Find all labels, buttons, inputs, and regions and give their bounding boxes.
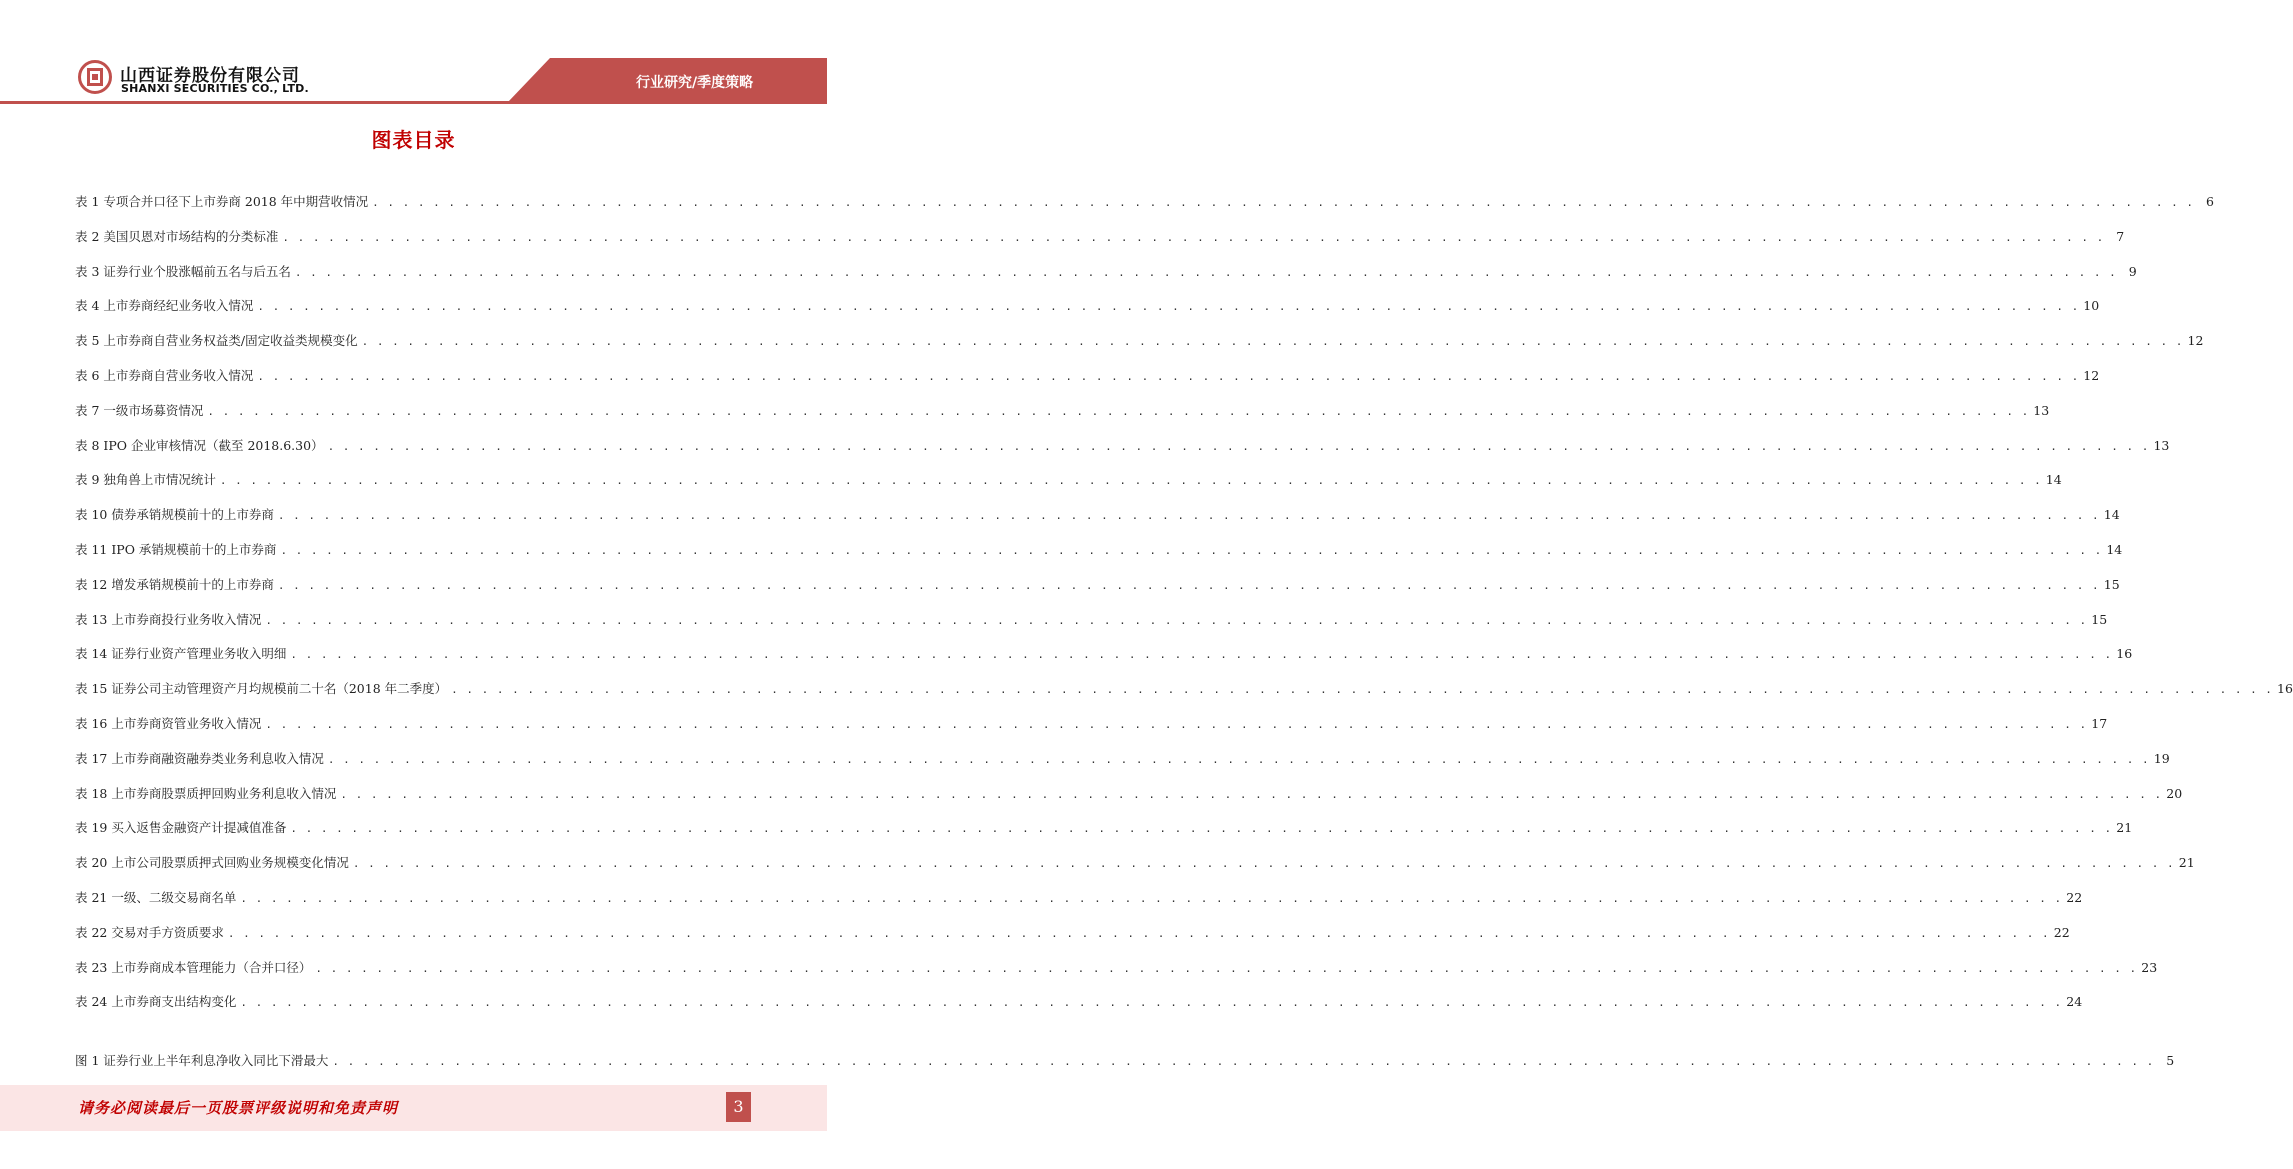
- toc-entry[interactable]: [75, 366, 2100, 386]
- toc-entry[interactable]: [75, 923, 2070, 943]
- toc-entry[interactable]: [75, 436, 2170, 456]
- toc-dot-leader: . . . . . . . . . . . . . . . . . . . . . . . . . . . . . . . . . . . . . . . . . . . . . . . . . . . . . . . . . . . . . . . . . . . . . . . . . . . . . . . . . . . . . . . . . . . . . . . . . . . . . . . . . . . . . . . . . . . . . . . .: [290, 822, 2113, 836]
- toc-entry-page: 24: [2066, 994, 2083, 1010]
- toc-entry[interactable]: [75, 262, 2137, 282]
- toc-entry-title: 表 19 买入返售金融资产计提减值准备: [75, 820, 287, 836]
- page-title: 图表目录: [371, 128, 456, 152]
- page-header: [0, 0, 827, 110]
- section-label: 行业研究/季度策略: [636, 75, 754, 91]
- toc-dot-leader: . . . . . . . . . . . . . . . . . . . . . . . . . . . . . . . . . . . . . . . . . . . . . . . . . . . . . . . . . . . . . . . . . . . . . . . . . . . . . . . . . . . . . . . . . . . . . . . . . . . . . . . . . . . . . . . . . . . . . . . .: [451, 683, 2273, 697]
- toc-dot-leader: . . . . . . . . . . . . . . . . . . . . . . . . . . . . . . . . . . . . . . . . . . . . . . . . . . . . . . . . . . . . . . . . . . . . . . . . . . . . . . . . . . . . . . . . . . . . . . . . . . . . . . . . . . . . . . . . . . . . . . . .: [240, 996, 2063, 1010]
- toc-entry-page: 6: [2206, 194, 2214, 209]
- toc-dot-leader: . . . . . . . . . . . . . . . . . . . . . . . . . . . . . . . . . . . . . . . . . . . . . . . . . . . . . . . . . . . . . . . . . . . . . . . . . . . . . . . . . . . . . . . . . . . . . . . . . . . . . . . . . . . . . . . . . . . . . . . .: [277, 578, 2100, 592]
- toc-entry[interactable]: [75, 575, 2120, 595]
- toc-entry[interactable]: [75, 644, 2133, 664]
- toc-entry-title: 表 22 交易对手方资质要求: [75, 924, 224, 940]
- toc-entry-title: 表 24 上市券商支出结构变化: [75, 994, 237, 1010]
- toc-entry-title: 表 12 增发承销规模前十的上市券商: [75, 576, 274, 592]
- disclaimer-text: 请务必阅读最后一页股票评级说明和免责声明: [78, 1099, 399, 1117]
- toc-entry-page: 10: [2083, 298, 2100, 314]
- toc-dot-leader: . . . . . . . . . . . . . . . . . . . . . . . . . . . . . . . . . . . . . . . . . . . . . . . . . . . . . . . . . . . . . . . . . . . . . . . . . . . . . . . . . . . . . . . . . . . . . . . . . . . . . . . . . . . . . . . . . . . . . . . .: [315, 961, 2138, 975]
- toc-dot-leader: . . . . . . . . . . . . . . . . . . . . . . . . . . . . . . . . . . . . . . . . . . . . . . . . . . . . . . . . . . . . . . . . . . . . . . . . . . . . . . . . . . . . . . . . . . . . . . . . . . . . . . . . . . . . . . . . . . . . . . . .: [265, 718, 2088, 731]
- toc-entry-page: 7: [2116, 228, 2125, 244]
- toc-entry-page: 13: [2033, 402, 2050, 418]
- toc-entry[interactable]: [75, 505, 2120, 525]
- toc-entry-page: 16: [2277, 681, 2293, 697]
- toc-entry-page: 14: [2045, 472, 2062, 488]
- toc-entry-page: 9: [2128, 263, 2137, 279]
- toc-entry-title: 表 2 美国贝恩对市场结构的分类标准: [75, 228, 279, 244]
- toc-entry-title: 表 8 IPO 企业审核情况（截至 2018.6.30）: [75, 437, 324, 453]
- toc-entry-title: 表 5 上市券商自营业务权益类/固定收益类规模变化: [75, 333, 358, 349]
- toc-entry-title: 表 7 一级市场募资情况: [75, 402, 204, 418]
- company-logo-icon: [78, 60, 112, 94]
- toc-dot-leader: . . . . . . . . . . . . . . . . . . . . . . . . . . . . . . . . . . . . . . . . . . . . . . . . . . . . . . . . . . . . . . . . . . . . . . . . . . . . . . . . . . . . . . . . . . . . . . . . . . . . . . . . . . . . . . . . . . . . . . . .: [290, 648, 2113, 662]
- toc-dot-leader: . . . . . . . . . . . . . . . . . . . . . . . . . . . . . . . . . . . . . . . . . . . . . . . . . . . . . . . . . . . . . . . . . . . . . . . . . . . . . . . . . . . . . . . . . . . . . . . . . . . . . . . . . . . . . . . . . . . . . . . .: [294, 265, 2117, 279]
- toc-dot-leader: . . . . . . . . . . . . . . . . . . . . . . . . . . . . . . . . . . . . . . . . . . . . . . . . . . . . . . . . . . . . . . . . . . . . . . . . . . . . . . . . . . . . . . . . . . . . . . . . . . . . . . . . . . . . . . . . . . . . . . . .: [257, 370, 2080, 383]
- company-name-en: SHANXI SECURITIES CO., LTD.: [121, 82, 309, 95]
- toc-entry-page: 21: [2178, 855, 2195, 871]
- toc-entry[interactable]: [75, 888, 2083, 908]
- toc-entry-page: 15: [2091, 611, 2108, 627]
- toc-entry-page: 14: [2106, 542, 2123, 557]
- toc-dot-leader: . . . . . . . . . . . . . . . . . . . . . . . . . . . . . . . . . . . . . . . . . . . . . . . . . . . . . . . . . . . . . . . . . . . . . . . . . . . . . . . . . . . . . . . . . . . . . . . . . . . . . . . . . . . . . . . . . . . . . . . .: [280, 544, 2103, 557]
- toc-entry[interactable]: [75, 853, 2195, 873]
- toc-entry-page: 5: [2166, 1053, 2175, 1069]
- toc-dot-leader: . . . . . . . . . . . . . . . . . . . . . . . . . . . . . . . . . . . . . . . . . . . . . . . . . . . . . . . . . . . . . . . . . . . . . . . . . . . . . . . . . . . . . . . . . . . . . . . . . . . . . . . . . . . . . . . . . . . . . . . .: [332, 1055, 2155, 1069]
- toc-entry-title: 表 9 独角兽上市情况统计: [75, 472, 216, 488]
- toc-entry[interactable]: [75, 784, 2183, 804]
- toc-entry[interactable]: [75, 192, 2214, 212]
- toc-entry[interactable]: [75, 679, 2293, 699]
- toc-entry-page: 22: [2066, 890, 2083, 905]
- toc-dot-leader: . . . . . . . . . . . . . . . . . . . . . . . . . . . . . . . . . . . . . . . . . . . . . . . . . . . . . . . . . . . . . . . . . . . . . . . . . . . . . . . . . . . . . . . . . . . . . . . . . . . . . . . . . . . . . . . . . . . . . . . .: [257, 300, 2080, 314]
- toc-dot-leader: . . . . . . . . . . . . . . . . . . . . . . . . . . . . . . . . . . . . . . . . . . . . . . . . . . . . . . . . . . . . . . . . . . . . . . . . . . . . . . . . . . . . . . . . . . . . . . . . . . . . . . . . . . . . . . . . . . . . . . . .: [340, 787, 2163, 801]
- toc-entry-title: 表 3 证券行业个股涨幅前五名与后五名: [75, 263, 291, 279]
- toc-dot-leader: . . . . . . . . . . . . . . . . . . . . . . . . . . . . . . . . . . . . . . . . . . . . . . . . . . . . . . . . . . . . . . . . . . . . . . . . . . . . . . . . . . . . . . . . . . . . . . . . . . . . . . . . . . . . . . . . . . . . . . . .: [282, 230, 2105, 244]
- toc-entry[interactable]: [75, 714, 2108, 734]
- toc-entry-page: 12: [2187, 333, 2204, 349]
- toc-dot-leader: . . . . . . . . . . . . . . . . . . . . . . . . . . . . . . . . . . . . . . . . . . . . . . . . . . . . . . . . . . . . . . . . . . . . . . . . . . . . . . . . . . . . . . . . . . . . . . . . . . . . . . . . . . . . . . . . . . . . . . . .: [240, 892, 2063, 905]
- toc-entry[interactable]: [75, 401, 2050, 421]
- page-number: 3: [726, 1092, 751, 1122]
- toc-entry-title: 表 21 一级、二级交易商名单: [75, 890, 237, 905]
- toc-entry-title: 表 13 上市券商投行业务收入情况: [75, 611, 262, 627]
- toc-entry-title: 表 4 上市券商经纪业务收入情况: [75, 298, 254, 314]
- toc-entry-page: 17: [2091, 716, 2108, 731]
- toc-dot-leader: . . . . . . . . . . . . . . . . . . . . . . . . . . . . . . . . . . . . . . . . . . . . . . . . . . . . . . . . . . . . . . . . . . . . . . . . . . . . . . . . . . . . . . . . . . . . . . . . . . . . . . . . . . . . . . . . . . . . . . . .: [327, 439, 2150, 453]
- toc-entry[interactable]: [75, 331, 2204, 351]
- toc-entry-title: 图 1 证券行业上半年利息净收入同比下滑最大: [75, 1053, 329, 1069]
- toc-entry-page: 22: [2053, 924, 2070, 940]
- toc-entry[interactable]: [75, 540, 2123, 560]
- toc-entry[interactable]: [75, 1051, 2175, 1071]
- toc-dot-leader: . . . . . . . . . . . . . . . . . . . . . . . . . . . . . . . . . . . . . . . . . . . . . . . . . . . . . . . . . . . . . . . . . . . . . . . . . . . . . . . . . . . . . . . . . . . . . . . . . . . . . . . . . . . . . . . . . . . . . . . .: [361, 335, 2184, 349]
- toc-dot-leader: . . . . . . . . . . . . . . . . . . . . . . . . . . . . . . . . . . . . . . . . . . . . . . . . . . . . . . . . . . . . . . . . . . . . . . . . . . . . . . . . . . . . . . . . . . . . . . . . . . . . . . . . . . . . . . . . . . . . . . . .: [352, 857, 2175, 871]
- toc-entry[interactable]: [75, 470, 2062, 490]
- toc-entry-title: 表 20 上市公司股票质押式回购业务规模变化情况: [75, 855, 349, 871]
- toc-entry-title: 表 16 上市券商资管业务收入情况: [75, 716, 262, 731]
- toc-entry[interactable]: [75, 992, 2083, 1012]
- toc-dot-leader: . . . . . . . . . . . . . . . . . . . . . . . . . . . . . . . . . . . . . . . . . . . . . . . . . . . . . . . . . . . . . . . . . . . . . . . . . . . . . . . . . . . . . . . . . . . . . . . . . . . . . . . . . . . . . . . . . . . . . . . .: [277, 509, 2100, 523]
- toc-entry-page: 15: [2103, 576, 2120, 592]
- toc-entry-page: 23: [2141, 959, 2158, 975]
- toc-entry-title: 表 6 上市券商自营业务收入情况: [75, 368, 254, 383]
- toc-dot-leader: . . . . . . . . . . . . . . . . . . . . . . . . . . . . . . . . . . . . . . . . . . . . . . . . . . . . . . . . . . . . . . . . . . . . . . . . . . . . . . . . . . . . . . . . . . . . . . . . . . . . . . . . . . . . . . . . . . . . . . . .: [265, 613, 2088, 627]
- toc-entry[interactable]: [75, 818, 2133, 838]
- toc-dot-leader: . . . . . . . . . . . . . . . . . . . . . . . . . . . . . . . . . . . . . . . . . . . . . . . . . . . . . . . . . . . . . . . . . . . . . . . . . . . . . . . . . . . . . . . . . . . . . . . . . . . . . . . . . . . . . . . . . . . . . . . .: [219, 474, 2042, 488]
- toc-entry-page: 21: [2116, 820, 2133, 836]
- toc-entry-title: 表 11 IPO 承销规模前十的上市券商: [75, 542, 277, 557]
- toc-entry-title: 表 10 债券承销规模前十的上市券商: [75, 507, 274, 523]
- toc-entry-page: 20: [2166, 785, 2183, 801]
- toc-dot-leader: . . . . . . . . . . . . . . . . . . . . . . . . . . . . . . . . . . . . . . . . . . . . . . . . . . . . . . . . . . . . . . . . . . . . . . . . . . . . . . . . . . . . . . . . . . . . . . . . . . . . . . . . . . . . . . . . . . . . . . . .: [372, 196, 2194, 209]
- toc-dot-leader: . . . . . . . . . . . . . . . . . . . . . . . . . . . . . . . . . . . . . . . . . . . . . . . . . . . . . . . . . . . . . . . . . . . . . . . . . . . . . . . . . . . . . . . . . . . . . . . . . . . . . . . . . . . . . . . . . . . . . . . .: [327, 752, 2150, 766]
- toc-entry-title: 表 23 上市券商成本管理能力（合并口径）: [75, 959, 312, 975]
- toc-entry[interactable]: [75, 610, 2108, 630]
- toc-entry-page: 19: [2153, 750, 2170, 766]
- toc-entry[interactable]: [75, 958, 2158, 978]
- toc-entry-page: 16: [2116, 646, 2133, 662]
- toc-entry-page: 14: [2103, 507, 2120, 523]
- toc-entry-title: 表 18 上市券商股票质押回购业务利息收入情况: [75, 785, 337, 801]
- toc-entry[interactable]: [75, 749, 2170, 769]
- toc-dot-leader: . . . . . . . . . . . . . . . . . . . . . . . . . . . . . . . . . . . . . . . . . . . . . . . . . . . . . . . . . . . . . . . . . . . . . . . . . . . . . . . . . . . . . . . . . . . . . . . . . . . . . . . . . . . . . . . . . . . . . . . .: [227, 926, 2050, 940]
- header-divider: [0, 101, 827, 104]
- toc-entry-page: 13: [2153, 437, 2170, 453]
- toc-entry[interactable]: [75, 227, 2125, 247]
- toc-entry-title: 表 17 上市券商融资融券类业务利息收入情况: [75, 750, 324, 766]
- company-name-cn: 山西证券股份有限公司: [120, 66, 300, 86]
- toc-entry-title: 表 14 证券行业资产管理业务收入明细: [75, 646, 287, 662]
- toc-entry-title: 表 1 专项合并口径下上市券商 2018 年中期营收情况: [75, 194, 369, 209]
- toc-dot-leader: . . . . . . . . . . . . . . . . . . . . . . . . . . . . . . . . . . . . . . . . . . . . . . . . . . . . . . . . . . . . . . . . . . . . . . . . . . . . . . . . . . . . . . . . . . . . . . . . . . . . . . . . . . . . . . . . . . . . . . . .: [207, 404, 2030, 418]
- toc-entry-title: 表 15 证券公司主动管理资产月均规模前二十名（2018 年二季度）: [75, 681, 448, 697]
- toc-entry-page: 12: [2083, 368, 2100, 383]
- toc-entry[interactable]: [75, 296, 2100, 316]
